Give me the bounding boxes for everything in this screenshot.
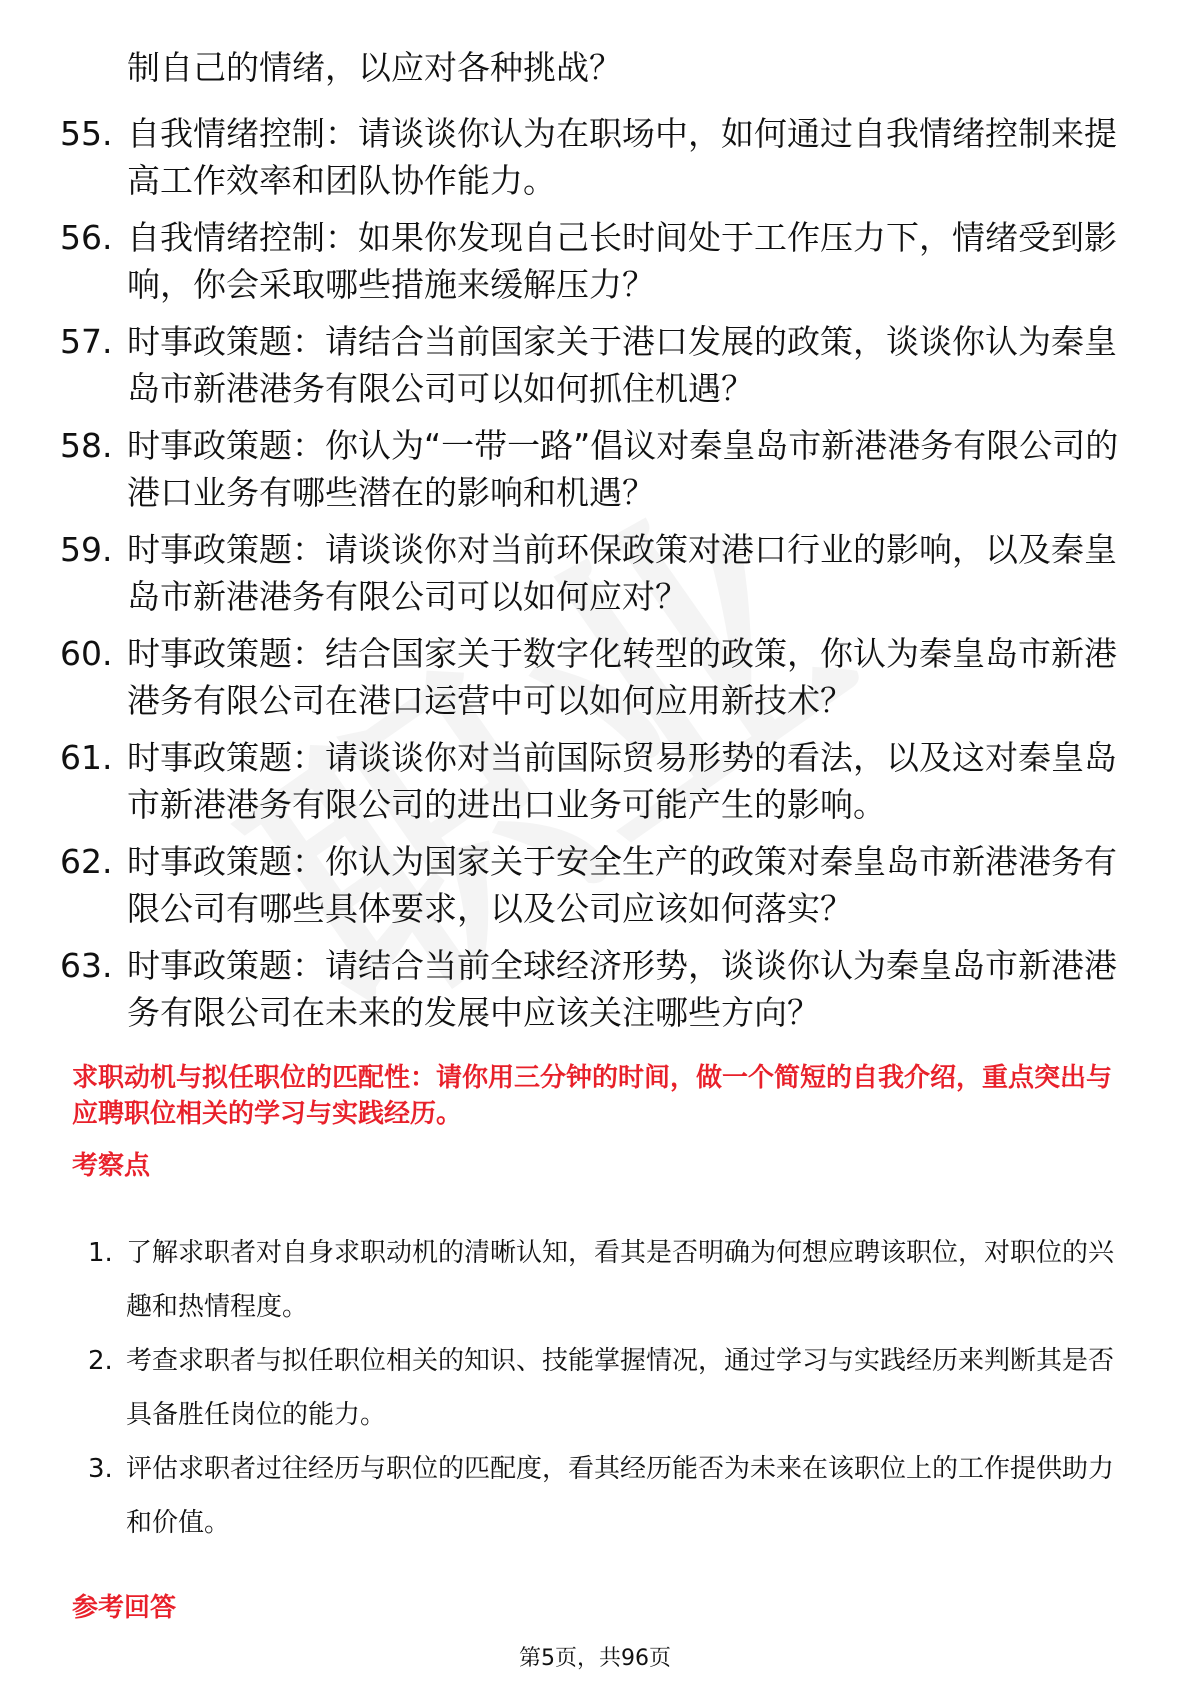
point-text: 评估求职者过往经历与职位的匹配度，看其经历能否为未来在该职位上的工作提供助力和价值。 bbox=[126, 1454, 1115, 1538]
question-number: 56. bbox=[60, 218, 113, 257]
continued-question-text: 制自己的情绪，以应对各种挑战？ bbox=[127, 48, 622, 87]
question-item bbox=[60, 422, 1130, 516]
assessment-point bbox=[88, 1442, 1128, 1550]
point-text: 了解求职者对自身求职动机的清晰认知，看其是否明确为何想应聘该职位，对职位的兴趣和热情程度。 bbox=[126, 1238, 1115, 1322]
question-text: 时事政策题：请谈谈你对当前环保政策对港口行业的影响，以及秦皇岛市新港港务有限公司可以如何应对？ bbox=[127, 530, 1117, 616]
point-number: 2. bbox=[88, 1346, 113, 1376]
question-number: 61. bbox=[60, 738, 113, 777]
question-text: 时事政策题：请结合当前国家关于港口发展的政策，谈谈你认为秦皇岛市新港港务有限公司可以如何抓住机遇？ bbox=[127, 322, 1117, 408]
assessment-point bbox=[88, 1226, 1128, 1334]
question-item bbox=[60, 942, 1130, 1036]
question-number: 58. bbox=[60, 426, 113, 465]
question-number: 62. bbox=[60, 842, 113, 881]
question-list bbox=[60, 110, 1130, 1046]
page-footer: 第5页，共96页 bbox=[519, 1646, 671, 1671]
question-number: 63. bbox=[60, 946, 113, 985]
question-text: 时事政策题：你认为“一带一路”倡议对秦皇岛市新港港务有限公司的港口业务有哪些潜在的影响和机遇？ bbox=[127, 426, 1119, 512]
section-title: 求职动机与拟任职位的匹配性：请你用三分钟的时间，做一个简短的自我介绍，重点突出与应聘职位相关的学习与实践经历。 bbox=[72, 1063, 1113, 1129]
question-text: 自我情绪控制：请谈谈你认为在职场中，如何通过自我情绪控制来提高工作效率和团队协作能力。 bbox=[127, 114, 1117, 200]
question-text: 自我情绪控制：如果你发现自己长时间处于工作压力下，情绪受到影响，你会采取哪些措施来缓解压力？ bbox=[127, 218, 1117, 304]
assessment-point bbox=[88, 1334, 1128, 1442]
reference-answer-heading: 参考回答 bbox=[72, 1593, 177, 1623]
question-item bbox=[60, 318, 1130, 412]
question-item bbox=[60, 214, 1130, 308]
assessment-points-list bbox=[88, 1226, 1128, 1550]
question-number: 60. bbox=[60, 634, 113, 673]
point-number: 1. bbox=[88, 1238, 113, 1268]
question-item bbox=[60, 838, 1130, 932]
assessment-heading: 考察点 bbox=[72, 1151, 151, 1181]
question-number: 57. bbox=[60, 322, 113, 361]
question-number: 55. bbox=[60, 114, 113, 153]
question-item bbox=[60, 526, 1130, 620]
question-text: 时事政策题：你认为国家关于安全生产的政策对秦皇岛市新港港务有限公司有哪些具体要求，以及公司应该如何落实？ bbox=[127, 842, 1117, 928]
question-text: 时事政策题：请结合当前全球经济形势，谈谈你认为秦皇岛市新港港务有限公司在未来的发展中应该关注哪些方向？ bbox=[127, 946, 1117, 1032]
question-item bbox=[60, 734, 1130, 828]
question-item bbox=[60, 630, 1130, 724]
question-item bbox=[60, 110, 1130, 204]
question-number: 59. bbox=[60, 530, 113, 569]
question-text: 时事政策题：请谈谈你对当前国际贸易形势的看法，以及这对秦皇岛市新港港务有限公司的进出口业务可能产生的影响。 bbox=[127, 738, 1117, 824]
point-number: 3. bbox=[88, 1454, 113, 1484]
question-text: 时事政策题：结合国家关于数字化转型的政策，你认为秦皇岛市新港港务有限公司在港口运营中可以如何应用新技术？ bbox=[127, 634, 1117, 720]
point-text: 考查求职者与拟任职位相关的知识、技能掌握情况，通过学习与实践经历来判断其是否具备胜任岗位的能力。 bbox=[126, 1346, 1115, 1430]
